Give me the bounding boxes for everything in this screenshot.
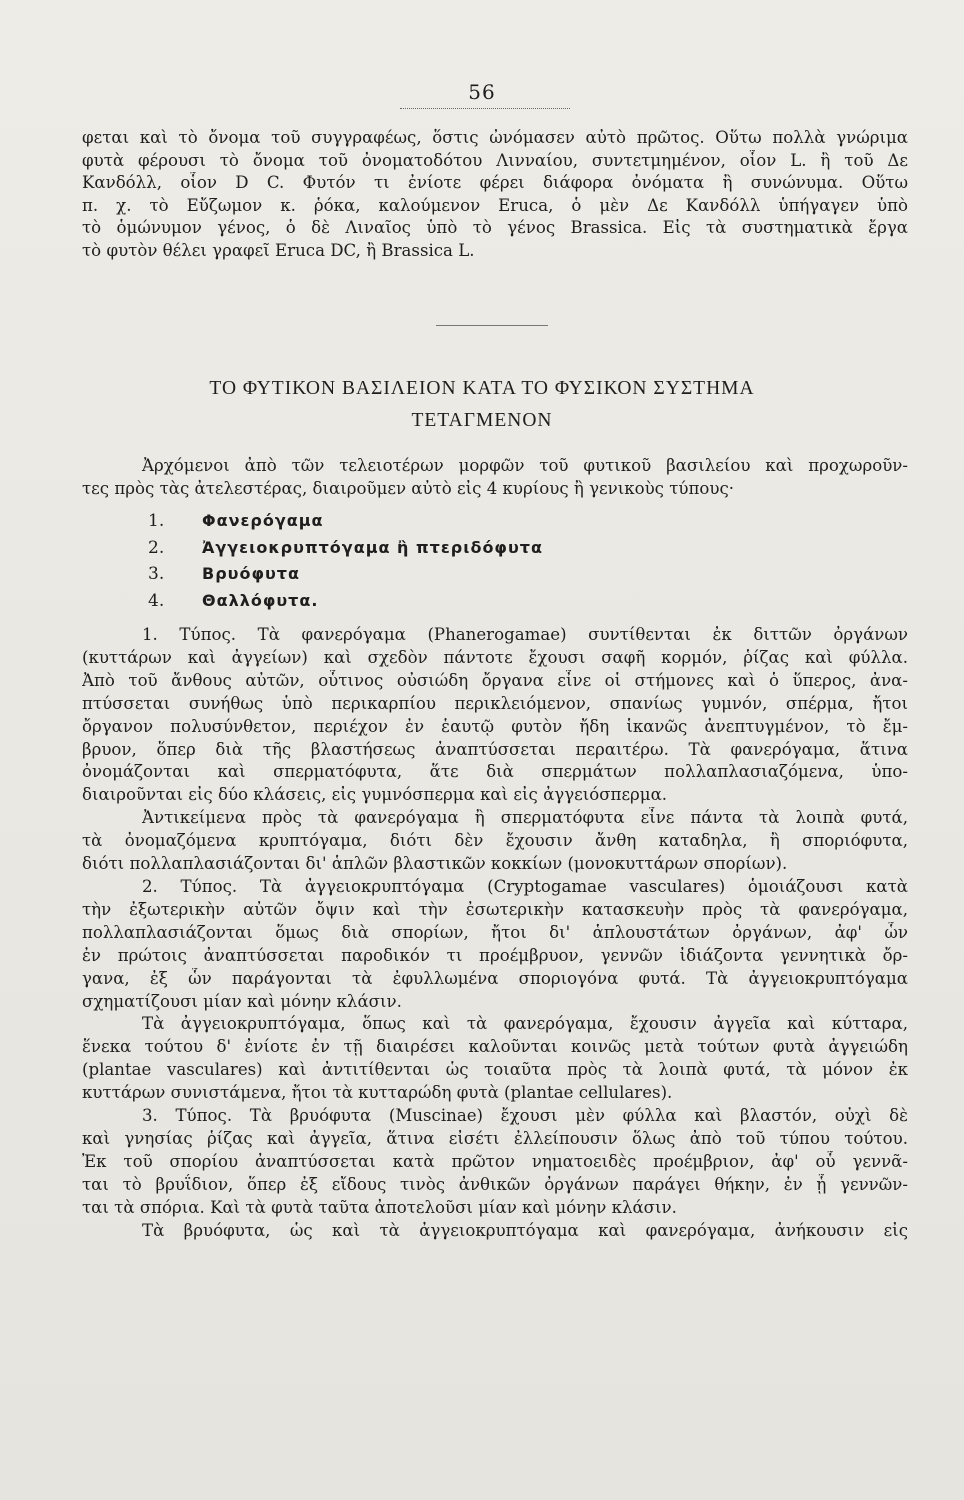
text-line: Ἀρχόμενοι ἀπὸ τῶν τελειοτέρων μορφῶν τοῦ φυτικοῦ βασιλείου καὶ προχωροῦν- xyxy=(142,456,908,475)
text-line: φυτὰ φέρουσι τὸ ὄνομα τοῦ ὀνοματοδότου Λινναίου, συντετμημένον, οἷον L. ἢ τοῦ Δε xyxy=(82,150,908,170)
text-line: τὸ ὁμώνυμον γένος, ὁ δὲ Λιναῖος ὑπὸ τὸ γένος Brassica. Εἰς τὰ συστηματικὰ ἔργα xyxy=(82,218,908,238)
text-line: 1. Τύπος. Τὰ φανερόγαμα (Phanerogamae) συντίθενται ἐκ διττῶν ὀργάνων xyxy=(142,625,908,644)
text-line: (plantae vasculares) καὶ ἀντιτίθενται ὡς τοιαῦτα πρὸς τὰ λοιπὰ φυτά, τὰ μόνον ἐκ xyxy=(82,1060,908,1080)
body-text xyxy=(82,624,908,1242)
text-line: 3. Τύπος. Τὰ βρυόφυτα (Muscinae) ἔχουσι μὲν φύλλα καὶ βλαστόν, οὐχὶ δὲ xyxy=(142,1106,908,1126)
page-number: 56 xyxy=(468,80,496,104)
top-paragraph xyxy=(82,127,908,263)
section-title-line2: ΤΕΤΑΓΜΕΝΟΝ xyxy=(411,410,553,431)
type-name: Θαλλόφυτα. xyxy=(202,590,319,610)
list-item xyxy=(148,508,543,535)
text-line: πολλαπλασιάζονται ὅμως διὰ σπορίων, ἤτοι δι' ἁπλουστάτων ὀργάνων, ἀφ' ὧν xyxy=(82,922,908,942)
text-line: τὸ φυτὸν θέλει γραφεῖ Eruca DC, ἢ Brassica L. xyxy=(82,240,475,260)
text-line: σχηματίζουσι μίαν καὶ μόνην κλάσιν. xyxy=(82,991,402,1011)
text-line: π. χ. τὸ Εὔζωμον κ. ῥόκα, καλούμενον Eruca, ὁ μὲν Δε Κανδόλλ ὑπήγαγεν ὑπὸ xyxy=(82,195,908,215)
text-line: γανα, ἐξ ὧν παράγονται τὰ ἐφυλλωμένα σποριογόνα φυτά. Τὰ ἀγγειοκρυπτόγαμα xyxy=(82,968,908,988)
text-line: φεται καὶ τὸ ὄνομα τοῦ συγγραφέως, ὅστις ὠνόμασεν αὐτὸ πρῶτος. Οὕτω πολλὰ γνώριμα xyxy=(82,128,908,147)
text-line: Ἐκ τοῦ σπορίου ἀναπτύσσεται κατὰ πρῶτον νηματοειδὲς προέμβριον, ἀφ' οὗ γεννᾶ- xyxy=(82,1151,908,1171)
type-number: 2. xyxy=(148,537,165,558)
text-line: ὀνομάζονται καὶ σπερματόφυτα, ἅτε διὰ σπερμάτων πολλαπλασιαζόμενα, ὑπο- xyxy=(82,762,908,782)
text-line: Ἀπὸ τοῦ ἄνθους αὐτῶν, οὗτινος οὐσιώδη ὄργανα εἶνε οἱ στήμονες καὶ ὁ ὕπερος, ἀνα- xyxy=(82,670,908,690)
text-line: ται τὸ βρυΐδιον, ὅπερ ἐξ εἴδους τινὸς ἀνθικῶν ὀργάνων παράγει θήκην, ἐν ᾗ γεννῶν- xyxy=(82,1174,908,1194)
text-line: ται τὰ σπόρια. Καὶ τὰ φυτὰ ταῦτα ἀποτελοῦσι μίαν καὶ μόνην κλάσιν. xyxy=(82,1197,677,1217)
text-line: Ἀντικείμενα πρὸς τὰ φανερόγαμα ἢ σπερματόφυτα εἶνε πάντα τὰ λοιπὰ φυτά, xyxy=(142,808,908,828)
text-line: βρυον, ὅπερ διὰ τῆς βλαστήσεως ἀναπτύσσεται περαιτέρω. Τὰ φανερόγαμα, ἅτινα xyxy=(82,739,908,759)
text-line: τὴν ἐξωτερικὴν αὐτῶν ὄψιν καὶ τὴν ἐσωτερικὴν κατασκευὴν πρὸς τὰ φανερόγαμα, xyxy=(82,899,908,919)
type-list xyxy=(148,508,543,614)
text-line: ἕνεκα τούτου δ' ἐνίοτε ἐν τῇ διαιρέσει καλοῦνται κοινῶς μετὰ τούτων φυτὰ ἀγγειώδη xyxy=(82,1037,908,1057)
text-line: διαιροῦνται εἰς δύο κλάσεις, εἰς γυμνόσπερμα καὶ εἰς ἀγγειόσπερμα. xyxy=(82,785,668,805)
type-number: 1. xyxy=(148,511,165,531)
text-line: Τὰ βρυόφυτα, ὡς καὶ τὰ ἀγγειοκρυπτόγαμα καὶ φανερόγαμα, ἀνήκουσιν εἰς xyxy=(142,1220,908,1240)
type-name: Φανερόγαμα xyxy=(202,511,324,530)
intro-paragraph xyxy=(82,455,908,500)
type-number: 4. xyxy=(148,590,165,611)
header-rule xyxy=(400,108,570,109)
text-line: τὰ ὀνομαζόμενα κρυπτόγαμα, διότι δὲν ἔχουσιν ἄνθη καταδηλα, ἢ σποριόφυτα, xyxy=(82,831,908,851)
text-line: διότι πολλαπλασιάζονται δι' ἁπλῶν βλαστικῶν κοκκίων (μονοκυττάρων σπορίων). xyxy=(82,854,788,874)
text-line: ὄργανον πολυσύνθετον, περιέχον ἐν ἑαυτῷ φυτὸν ἤδη ἱκανῶς ἀνεπτυγμένον, τὸ ἔμ- xyxy=(82,716,908,736)
section-divider xyxy=(436,325,548,326)
text-line: 2. Τύπος. Τὰ ἀγγειοκρυπτόγαμα (Cryptogamae vasculares) ὁμοιάζουσι κατὰ xyxy=(142,876,908,896)
text-line: κυττάρων συνιστάμενα, ἤτοι τὰ κυτταρώδη φυτὰ (plantae cellulares). xyxy=(82,1083,673,1103)
text-line: Κανδόλλ, οἷον D C. Φυτόν τι ἐνίοτε φέρει διάφορα ὀνόματα ἢ συνώνυμα. Οὕτω xyxy=(82,173,908,193)
list-item xyxy=(148,535,543,562)
text-line: πτύσσεται συνήθως ὑπὸ περικαρπίου περικλειόμενον, σπανίως γυμνόν, σπέρμα, ἤτοι xyxy=(82,693,908,713)
text-line: Τὰ ἀγγειοκρυπτόγαμα, ὅπως καὶ τὰ φανερόγαμα, ἔχουσιν ἀγγεῖα καὶ κύτταρα, xyxy=(142,1014,908,1034)
text-line: ἐν πρώτοις ἀναπτύσσεται παροδικόν τι προέμβρυον, γεννῶν ἰδιάζοντα γεννητικὰ ὄρ- xyxy=(82,945,908,965)
text-line: τες πρὸς τὰς ἀτελεστέρας, διαιροῦμεν αὐτὸ εἰς 4 κυρίους ἢ γενικοὺς τύπους· xyxy=(82,478,735,498)
type-number: 3. xyxy=(148,564,165,584)
text-line: καὶ γνησίας ῥίζας καὶ ἀγγεῖα, ἅτινα εἰσέτι ἐλλείπουσιν ὅλως ἀπὸ τοῦ τύπου τούτου. xyxy=(82,1128,908,1148)
type-name: Βρυόφυτα xyxy=(202,564,300,583)
list-item xyxy=(148,588,543,615)
text-line: (κυττάρων καὶ ἀγγείων) καὶ σχεδὸν πάντοτε ἔχουσι σαφῆ κορμόν, ῥίζας καὶ φύλλα. xyxy=(82,647,908,667)
section-title-line1: ΤΟ ΦΥΤΙΚΟΝ ΒΑΣΙΛΕΙΟΝ ΚΑΤΑ ΤΟ ΦΥΣΙΚΟΝ ΣΥΣΤΗΜΑ xyxy=(209,378,755,399)
list-item xyxy=(148,561,543,588)
type-name: Ἀγγειοκρυπτόγαμα ἢ πτεριδόφυτα xyxy=(202,537,543,557)
